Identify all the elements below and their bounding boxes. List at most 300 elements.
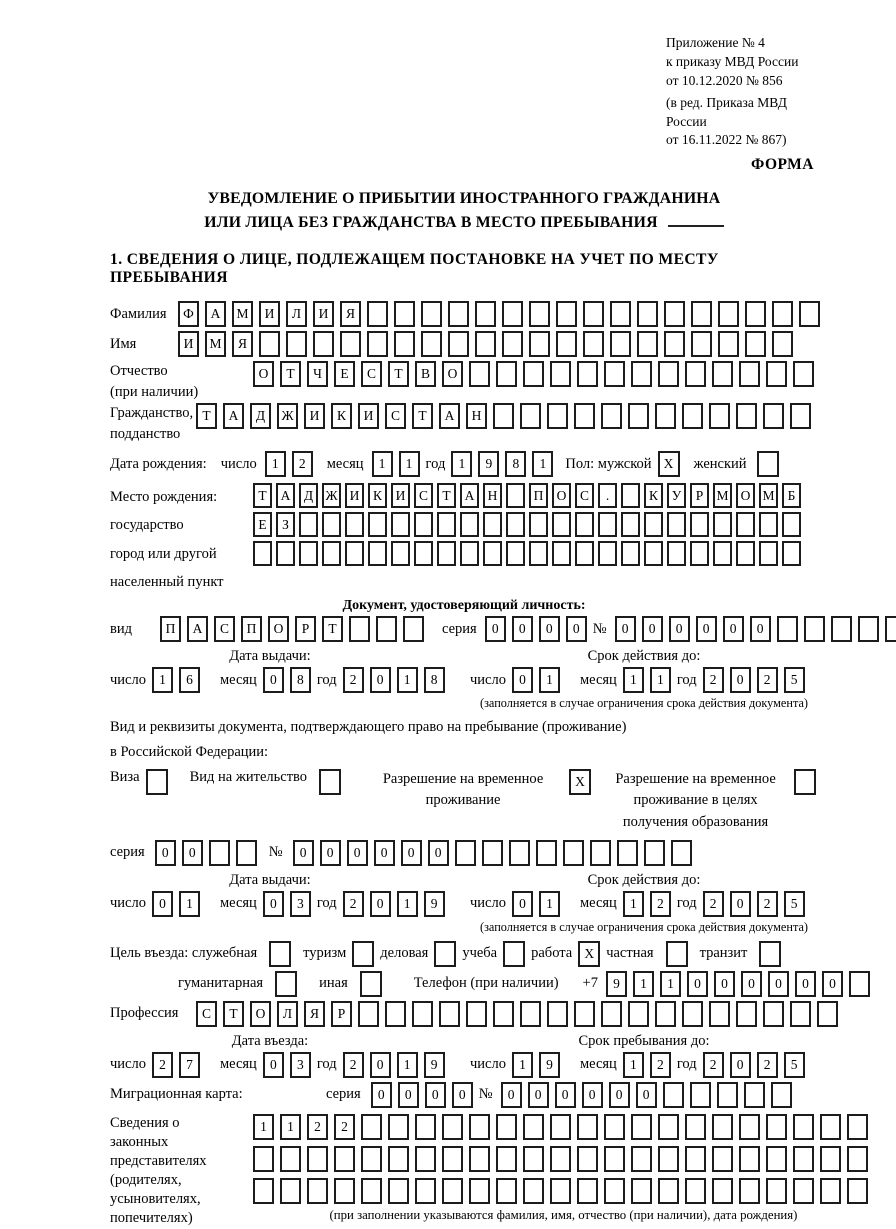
char-cell[interactable]: О	[250, 1001, 271, 1027]
char-cell[interactable]	[358, 1001, 379, 1027]
char-cell[interactable]	[563, 840, 584, 866]
char-cell[interactable]: В	[415, 361, 436, 387]
char-cell[interactable]	[790, 403, 811, 429]
char-cell[interactable]	[442, 1178, 463, 1204]
char-cell[interactable]	[307, 1178, 328, 1204]
char-cell[interactable]	[671, 840, 692, 866]
char-cell[interactable]	[604, 1178, 625, 1204]
char-cell[interactable]	[820, 1114, 841, 1140]
char-cell[interactable]: 5	[784, 891, 805, 917]
char-cell[interactable]	[637, 301, 658, 327]
char-cell[interactable]: 0	[425, 1082, 446, 1108]
char-cell[interactable]	[469, 1178, 490, 1204]
char-cell[interactable]	[475, 331, 496, 357]
char-cell[interactable]	[442, 1114, 463, 1140]
char-cell[interactable]	[367, 331, 388, 357]
char-cell[interactable]	[663, 1082, 684, 1108]
char-cell[interactable]	[253, 1146, 274, 1172]
char-cell[interactable]: 1	[539, 891, 560, 917]
char-cell[interactable]	[388, 1146, 409, 1172]
char-cell[interactable]	[437, 541, 456, 566]
char-cell[interactable]	[685, 1146, 706, 1172]
char-cell[interactable]: 0	[152, 891, 173, 917]
char-cell[interactable]: 1	[179, 891, 200, 917]
char-cell[interactable]: У	[667, 483, 686, 508]
char-cell[interactable]	[667, 512, 686, 537]
char-cell[interactable]	[574, 1001, 595, 1027]
char-cell[interactable]	[439, 1001, 460, 1027]
char-cell[interactable]: 1	[253, 1114, 274, 1140]
char-cell[interactable]: 0	[741, 971, 762, 997]
char-cell[interactable]	[709, 1001, 730, 1027]
char-cell[interactable]: М	[759, 483, 778, 508]
char-cell[interactable]	[414, 512, 433, 537]
char-cell[interactable]	[523, 1178, 544, 1204]
char-cell[interactable]	[403, 616, 424, 642]
char-cell[interactable]: И	[345, 483, 364, 508]
char-cell[interactable]	[361, 1178, 382, 1204]
char-cell[interactable]	[502, 331, 523, 357]
char-cell[interactable]	[658, 1178, 679, 1204]
char-cell[interactable]	[502, 301, 523, 327]
char-cell[interactable]	[685, 1178, 706, 1204]
char-cell[interactable]	[253, 1178, 274, 1204]
char-cell[interactable]	[658, 1146, 679, 1172]
char-cell[interactable]: 2	[343, 891, 364, 917]
char-cell[interactable]	[590, 840, 611, 866]
char-cell[interactable]: 0	[320, 840, 341, 866]
char-cell[interactable]: 1	[397, 891, 418, 917]
char-cell[interactable]	[777, 616, 798, 642]
char-cell[interactable]	[421, 301, 442, 327]
char-cell[interactable]: 0	[452, 1082, 473, 1108]
char-cell[interactable]	[523, 1146, 544, 1172]
char-cell[interactable]: М	[205, 331, 226, 357]
char-cell[interactable]	[345, 541, 364, 566]
char-cell[interactable]: 0	[501, 1082, 522, 1108]
char-cell[interactable]	[496, 1146, 517, 1172]
char-cell[interactable]: О	[552, 483, 571, 508]
char-cell[interactable]	[360, 971, 382, 997]
char-cell[interactable]: 1	[623, 1052, 644, 1078]
char-cell[interactable]	[574, 403, 595, 429]
char-cell[interactable]	[412, 1001, 433, 1027]
char-cell[interactable]: Т	[437, 483, 456, 508]
char-cell[interactable]: О	[268, 616, 289, 642]
char-cell[interactable]: 0	[822, 971, 843, 997]
char-cell[interactable]	[718, 301, 739, 327]
char-cell[interactable]: 1	[397, 667, 418, 693]
char-cell[interactable]	[617, 840, 638, 866]
char-cell[interactable]: Н	[483, 483, 502, 508]
char-cell[interactable]	[621, 483, 640, 508]
char-cell[interactable]	[604, 361, 625, 387]
char-cell[interactable]: С	[361, 361, 382, 387]
char-cell[interactable]: 1	[397, 1052, 418, 1078]
char-cell[interactable]: 0	[401, 840, 422, 866]
char-cell[interactable]	[493, 403, 514, 429]
char-cell[interactable]: А	[439, 403, 460, 429]
char-cell[interactable]: Я	[232, 331, 253, 357]
char-cell[interactable]: 1	[265, 451, 286, 477]
char-cell[interactable]: Д	[299, 483, 318, 508]
char-cell[interactable]: 2	[650, 1052, 671, 1078]
char-cell[interactable]	[506, 512, 525, 537]
char-cell[interactable]: Я	[304, 1001, 325, 1027]
char-cell[interactable]	[552, 512, 571, 537]
char-cell[interactable]	[286, 331, 307, 357]
char-cell[interactable]: Л	[277, 1001, 298, 1027]
char-cell[interactable]	[628, 1001, 649, 1027]
char-cell[interactable]	[782, 512, 801, 537]
char-cell[interactable]	[349, 616, 370, 642]
char-cell[interactable]: Т	[280, 361, 301, 387]
char-cell[interactable]	[322, 541, 341, 566]
char-cell[interactable]: 2	[650, 891, 671, 917]
char-cell[interactable]	[575, 512, 594, 537]
char-cell[interactable]	[736, 541, 755, 566]
char-cell[interactable]	[685, 361, 706, 387]
char-cell[interactable]	[601, 403, 622, 429]
char-cell[interactable]: 0	[263, 1052, 284, 1078]
char-cell[interactable]	[736, 403, 757, 429]
char-cell[interactable]	[483, 512, 502, 537]
char-cell[interactable]	[367, 301, 388, 327]
char-cell[interactable]: X	[658, 451, 680, 477]
char-cell[interactable]	[610, 331, 631, 357]
char-cell[interactable]: 3	[290, 891, 311, 917]
char-cell[interactable]	[276, 541, 295, 566]
char-cell[interactable]	[644, 840, 665, 866]
char-cell[interactable]: 0	[398, 1082, 419, 1108]
char-cell[interactable]: Н	[466, 403, 487, 429]
char-cell[interactable]	[601, 1001, 622, 1027]
char-cell[interactable]: 0	[615, 616, 636, 642]
char-cell[interactable]	[361, 1146, 382, 1172]
char-cell[interactable]: 0	[730, 1052, 751, 1078]
char-cell[interactable]	[503, 941, 525, 967]
char-cell[interactable]: 0	[370, 667, 391, 693]
char-cell[interactable]	[744, 1082, 765, 1108]
char-cell[interactable]	[414, 541, 433, 566]
char-cell[interactable]: 8	[505, 451, 526, 477]
char-cell[interactable]	[583, 301, 604, 327]
char-cell[interactable]: 0	[182, 840, 203, 866]
char-cell[interactable]	[759, 941, 781, 967]
char-cell[interactable]: П	[241, 616, 262, 642]
char-cell[interactable]	[368, 512, 387, 537]
char-cell[interactable]	[547, 403, 568, 429]
char-cell[interactable]	[460, 541, 479, 566]
char-cell[interactable]	[631, 1146, 652, 1172]
char-cell[interactable]	[455, 840, 476, 866]
char-cell[interactable]: П	[529, 483, 548, 508]
char-cell[interactable]	[631, 1178, 652, 1204]
char-cell[interactable]	[658, 361, 679, 387]
char-cell[interactable]	[658, 1114, 679, 1140]
char-cell[interactable]	[275, 971, 297, 997]
char-cell[interactable]: Р	[295, 616, 316, 642]
char-cell[interactable]	[847, 1178, 868, 1204]
char-cell[interactable]	[253, 541, 272, 566]
char-cell[interactable]	[437, 512, 456, 537]
char-cell[interactable]	[712, 361, 733, 387]
char-cell[interactable]: С	[414, 483, 433, 508]
char-cell[interactable]	[509, 840, 530, 866]
char-cell[interactable]	[506, 541, 525, 566]
char-cell[interactable]	[604, 1114, 625, 1140]
char-cell[interactable]	[644, 541, 663, 566]
char-cell[interactable]: А	[205, 301, 226, 327]
char-cell[interactable]	[757, 451, 779, 477]
char-cell[interactable]: 9	[424, 1052, 445, 1078]
char-cell[interactable]	[713, 541, 732, 566]
char-cell[interactable]: 9	[539, 1052, 560, 1078]
char-cell[interactable]	[655, 1001, 676, 1027]
char-cell[interactable]: 0	[485, 616, 506, 642]
char-cell[interactable]: 0	[669, 616, 690, 642]
char-cell[interactable]: 8	[290, 667, 311, 693]
char-cell[interactable]: 1	[660, 971, 681, 997]
char-cell[interactable]: 1	[512, 1052, 533, 1078]
char-cell[interactable]: 5	[784, 667, 805, 693]
char-cell[interactable]	[442, 1146, 463, 1172]
char-cell[interactable]: Е	[253, 512, 272, 537]
char-cell[interactable]	[394, 301, 415, 327]
char-cell[interactable]	[352, 941, 374, 967]
char-cell[interactable]	[388, 1114, 409, 1140]
char-cell[interactable]: 1	[623, 667, 644, 693]
char-cell[interactable]	[146, 769, 168, 795]
char-cell[interactable]: Т	[412, 403, 433, 429]
char-cell[interactable]	[664, 301, 685, 327]
char-cell[interactable]: .	[598, 483, 617, 508]
char-cell[interactable]: Ж	[322, 483, 341, 508]
char-cell[interactable]	[307, 1146, 328, 1172]
char-cell[interactable]	[849, 971, 870, 997]
char-cell[interactable]	[496, 1114, 517, 1140]
char-cell[interactable]	[448, 301, 469, 327]
char-cell[interactable]: О	[442, 361, 463, 387]
char-cell[interactable]	[466, 1001, 487, 1027]
char-cell[interactable]	[575, 541, 594, 566]
char-cell[interactable]	[529, 512, 548, 537]
char-cell[interactable]	[421, 331, 442, 357]
char-cell[interactable]: 9	[424, 891, 445, 917]
char-cell[interactable]: А	[460, 483, 479, 508]
char-cell[interactable]: 0	[155, 840, 176, 866]
char-cell[interactable]	[322, 512, 341, 537]
char-cell[interactable]: Б	[782, 483, 801, 508]
char-cell[interactable]	[434, 941, 456, 967]
char-cell[interactable]: 2	[703, 667, 724, 693]
char-cell[interactable]: Р	[331, 1001, 352, 1027]
char-cell[interactable]: 3	[290, 1052, 311, 1078]
char-cell[interactable]	[394, 331, 415, 357]
char-cell[interactable]	[772, 331, 793, 357]
char-cell[interactable]	[475, 301, 496, 327]
char-cell[interactable]	[799, 301, 820, 327]
char-cell[interactable]: 0	[371, 1082, 392, 1108]
char-cell[interactable]: Т	[253, 483, 272, 508]
char-cell[interactable]	[523, 1114, 544, 1140]
char-cell[interactable]	[793, 1114, 814, 1140]
char-cell[interactable]: 0	[730, 667, 751, 693]
char-cell[interactable]: А	[223, 403, 244, 429]
char-cell[interactable]	[482, 840, 503, 866]
char-cell[interactable]: 1	[372, 451, 393, 477]
char-cell[interactable]: И	[358, 403, 379, 429]
char-cell[interactable]	[682, 403, 703, 429]
char-cell[interactable]: Я	[340, 301, 361, 327]
char-cell[interactable]	[319, 769, 341, 795]
char-cell[interactable]	[712, 1178, 733, 1204]
char-cell[interactable]: Ж	[277, 403, 298, 429]
char-cell[interactable]: С	[385, 403, 406, 429]
char-cell[interactable]: Р	[690, 483, 709, 508]
char-cell[interactable]: П	[160, 616, 181, 642]
char-cell[interactable]	[556, 301, 577, 327]
char-cell[interactable]: 0	[768, 971, 789, 997]
char-cell[interactable]: А	[276, 483, 295, 508]
char-cell[interactable]	[739, 1146, 760, 1172]
char-cell[interactable]	[506, 483, 525, 508]
char-cell[interactable]: 0	[609, 1082, 630, 1108]
char-cell[interactable]	[550, 1178, 571, 1204]
char-cell[interactable]	[388, 1178, 409, 1204]
char-cell[interactable]: И	[178, 331, 199, 357]
char-cell[interactable]: Ч	[307, 361, 328, 387]
char-cell[interactable]: К	[331, 403, 352, 429]
char-cell[interactable]	[847, 1114, 868, 1140]
char-cell[interactable]: Е	[334, 361, 355, 387]
char-cell[interactable]: С	[214, 616, 235, 642]
char-cell[interactable]: 0	[528, 1082, 549, 1108]
char-cell[interactable]: 2	[757, 667, 778, 693]
char-cell[interactable]	[552, 541, 571, 566]
char-cell[interactable]	[644, 512, 663, 537]
char-cell[interactable]: 1	[451, 451, 472, 477]
char-cell[interactable]: 2	[292, 451, 313, 477]
char-cell[interactable]	[520, 1001, 541, 1027]
char-cell[interactable]	[664, 331, 685, 357]
char-cell[interactable]	[469, 1114, 490, 1140]
char-cell[interactable]	[550, 1114, 571, 1140]
char-cell[interactable]: 2	[307, 1114, 328, 1140]
char-cell[interactable]: С	[196, 1001, 217, 1027]
char-cell[interactable]	[690, 1082, 711, 1108]
char-cell[interactable]: 0	[555, 1082, 576, 1108]
char-cell[interactable]	[334, 1146, 355, 1172]
char-cell[interactable]	[368, 541, 387, 566]
char-cell[interactable]	[736, 512, 755, 537]
char-cell[interactable]: 2	[343, 667, 364, 693]
char-cell[interactable]: 2	[703, 1052, 724, 1078]
char-cell[interactable]: А	[187, 616, 208, 642]
char-cell[interactable]	[236, 840, 257, 866]
char-cell[interactable]	[469, 1146, 490, 1172]
char-cell[interactable]	[604, 1146, 625, 1172]
char-cell[interactable]: 0	[795, 971, 816, 997]
char-cell[interactable]: 1	[280, 1114, 301, 1140]
char-cell[interactable]: 1	[623, 891, 644, 917]
char-cell[interactable]	[583, 331, 604, 357]
char-cell[interactable]: 1	[532, 451, 553, 477]
char-cell[interactable]	[469, 361, 490, 387]
char-cell[interactable]	[529, 541, 548, 566]
char-cell[interactable]	[667, 541, 686, 566]
char-cell[interactable]: 0	[723, 616, 744, 642]
char-cell[interactable]	[259, 331, 280, 357]
char-cell[interactable]: М	[713, 483, 732, 508]
char-cell[interactable]	[766, 1178, 787, 1204]
char-cell[interactable]	[610, 301, 631, 327]
char-cell[interactable]: С	[575, 483, 594, 508]
char-cell[interactable]	[766, 1114, 787, 1140]
char-cell[interactable]: 0	[512, 667, 533, 693]
char-cell[interactable]: 2	[757, 891, 778, 917]
char-cell[interactable]	[496, 361, 517, 387]
char-cell[interactable]	[759, 541, 778, 566]
char-cell[interactable]: 0	[347, 840, 368, 866]
char-cell[interactable]: Ф	[178, 301, 199, 327]
char-cell[interactable]	[745, 331, 766, 357]
char-cell[interactable]	[550, 361, 571, 387]
char-cell[interactable]	[793, 1146, 814, 1172]
char-cell[interactable]	[376, 616, 397, 642]
char-cell[interactable]: Д	[250, 403, 271, 429]
char-cell[interactable]	[391, 541, 410, 566]
char-cell[interactable]	[745, 301, 766, 327]
char-cell[interactable]: 0	[642, 616, 663, 642]
char-cell[interactable]: 0	[730, 891, 751, 917]
char-cell[interactable]: 0	[539, 616, 560, 642]
char-cell[interactable]: З	[276, 512, 295, 537]
char-cell[interactable]	[736, 1001, 757, 1027]
char-cell[interactable]: 0	[293, 840, 314, 866]
char-cell[interactable]	[820, 1146, 841, 1172]
char-cell[interactable]: X	[569, 769, 591, 795]
char-cell[interactable]: 8	[424, 667, 445, 693]
char-cell[interactable]: 1	[399, 451, 420, 477]
char-cell[interactable]: 0	[370, 1052, 391, 1078]
char-cell[interactable]: 2	[334, 1114, 355, 1140]
char-cell[interactable]: 0	[750, 616, 771, 642]
char-cell[interactable]: 9	[478, 451, 499, 477]
char-cell[interactable]	[520, 403, 541, 429]
char-cell[interactable]	[280, 1178, 301, 1204]
char-cell[interactable]	[577, 361, 598, 387]
char-cell[interactable]	[621, 512, 640, 537]
char-cell[interactable]: 2	[757, 1052, 778, 1078]
char-cell[interactable]	[847, 1146, 868, 1172]
char-cell[interactable]	[712, 1114, 733, 1140]
char-cell[interactable]	[496, 1178, 517, 1204]
char-cell[interactable]	[385, 1001, 406, 1027]
char-cell[interactable]: 0	[636, 1082, 657, 1108]
char-cell[interactable]: 2	[343, 1052, 364, 1078]
char-cell[interactable]: 7	[179, 1052, 200, 1078]
char-cell[interactable]: И	[313, 301, 334, 327]
char-cell[interactable]	[529, 301, 550, 327]
char-cell[interactable]: 0	[263, 667, 284, 693]
char-cell[interactable]	[712, 1146, 733, 1172]
char-cell[interactable]: И	[391, 483, 410, 508]
char-cell[interactable]: 0	[582, 1082, 603, 1108]
char-cell[interactable]	[637, 331, 658, 357]
char-cell[interactable]	[621, 541, 640, 566]
char-cell[interactable]	[313, 331, 334, 357]
